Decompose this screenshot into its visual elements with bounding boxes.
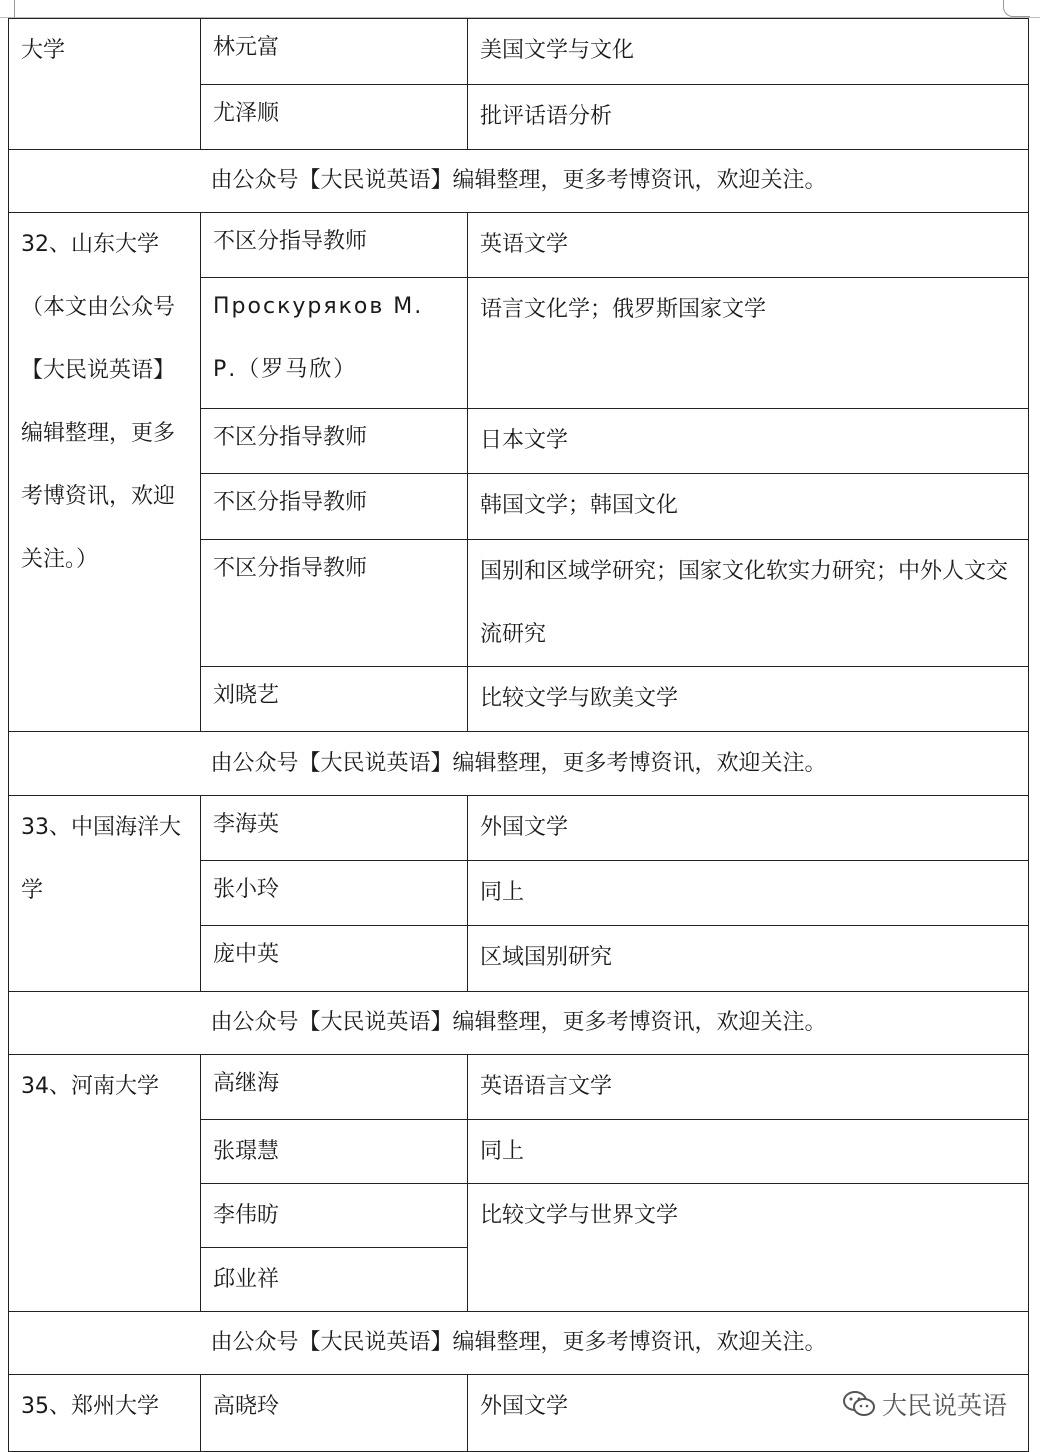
direction-cell: 同上: [468, 861, 1029, 926]
advisor-cell: 邱业祥: [201, 1248, 468, 1312]
wechat-icon: [842, 1390, 876, 1418]
source-note: 由公众号【大民说英语】编辑整理，更多考博资讯，欢迎关注。: [9, 992, 1029, 1055]
note-row: [9, 732, 1029, 796]
university-cell: [9, 1375, 201, 1452]
table-row: [9, 1055, 1029, 1120]
university-cell: [9, 19, 201, 150]
university-name: 33、中国海洋大学: [21, 815, 181, 903]
advisor-cell: 高继海: [201, 1055, 468, 1120]
direction-cell: 比较文学与世界文学: [468, 1184, 1029, 1312]
direction-cell: 英语文学: [468, 213, 1029, 278]
university-cell: [9, 1055, 201, 1312]
direction-cell: 外国文学: [468, 796, 1029, 861]
direction-cell: 语言文化学；俄罗斯国家文学: [468, 278, 1029, 409]
direction-cell: 批评话语分析: [468, 85, 1029, 150]
direction-cell: 比较文学与欧美文学: [468, 667, 1029, 732]
university-cell: [9, 213, 201, 732]
direction-cell: 同上: [468, 1120, 1029, 1184]
university-name: 大学: [21, 38, 66, 63]
advisor-cell: Проскуряков М. Р.（罗马欣）: [201, 278, 468, 409]
advisor-cell: 尤泽顺: [201, 85, 468, 150]
advisor-cell: 李伟昉: [201, 1184, 468, 1248]
university-name: 34、河南大学: [21, 1074, 159, 1099]
note-row: [9, 992, 1029, 1055]
advisor-cell: 张小玲: [201, 861, 468, 926]
advisor-cell: 林元富: [201, 19, 468, 85]
watermark-text: 大民说英语: [882, 1391, 1008, 1420]
table-row: [9, 19, 1029, 85]
direction-cell: 韩国文学；韩国文化: [468, 474, 1029, 540]
university-name: 35、郑州大学: [21, 1394, 159, 1419]
advisor-cell: 刘晓艺: [201, 667, 468, 732]
university-name: 32、山东大学（本文由公众号【大民说英语】编辑整理，更多考博资讯，欢迎关注。）: [21, 232, 176, 572]
note-row: [9, 1312, 1029, 1375]
source-note: 由公众号【大民说英语】编辑整理，更多考博资讯，欢迎关注。: [9, 150, 1029, 213]
advisor-cell: 不区分指导教师: [201, 474, 468, 540]
table-row: [9, 796, 1029, 861]
note-row: [9, 150, 1029, 213]
source-note: 由公众号【大民说英语】编辑整理，更多考博资讯，欢迎关注。: [9, 1312, 1029, 1375]
source-note: 由公众号【大民说英语】编辑整理，更多考博资讯，欢迎关注。: [9, 732, 1029, 796]
university-cell: [9, 796, 201, 992]
page-top-border: [0, 0, 1040, 18]
advisor-table: [8, 18, 1029, 1452]
watermark: [842, 1384, 1007, 1424]
direction-cell: 美国文学与文化: [468, 19, 1029, 85]
advisor-cell: 不区分指导教师: [201, 540, 468, 667]
direction-cell: 英语语言文学: [468, 1055, 1029, 1120]
direction-cell: 日本文学: [468, 409, 1029, 474]
table-row: [9, 213, 1029, 278]
advisor-cell: 张璟慧: [201, 1120, 468, 1184]
advisor-cell: 不区分指导教师: [201, 213, 468, 278]
advisor-cell: 不区分指导教师: [201, 409, 468, 474]
advisor-cell: 庞中英: [201, 926, 468, 992]
direction-cell: 外国文学: [468, 1375, 1029, 1452]
advisor-cell: 李海英: [201, 796, 468, 861]
advisor-cell: 高晓玲: [201, 1375, 468, 1452]
direction-cell: 国别和区域学研究；国家文化软实力研究；中外人文交流研究: [468, 540, 1029, 667]
direction-cell: 区域国别研究: [468, 926, 1029, 992]
